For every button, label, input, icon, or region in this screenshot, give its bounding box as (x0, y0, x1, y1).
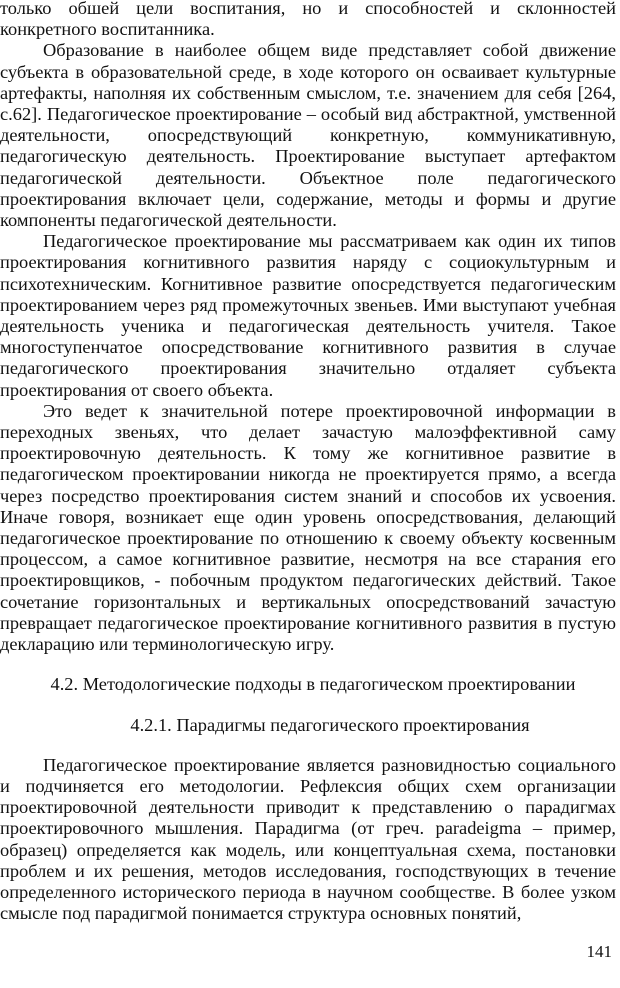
paragraph-continuation: только обшей цели воспитания, но и способностей и склонностей конкретного воспитанника. (0, 0, 616, 40)
subsection-heading: 4.2.1. Парадигмы педагогического проектирования (130, 714, 530, 735)
section-heading: 4.2. Методологические подходы в педагогическом проектировании (50, 674, 576, 695)
paragraph-education: Образование в наиболее общем виде представляет собой движение субъекта в образовательной среде, в ходе которого он осваивает культурные артефакты, наполняя их собственным смыслом, т.е. значением для себя [264, с.62]. Педагогическое проектирование – особый вид абстрактной, умственной деятельности, опосредствующий конкретную, коммуникативную, педагогическую деятельность. Проектирование выступает артефактом педагогической деятельности. Объектное поле педагогического проектирования включает цели, содержание, методы и формы и другие компоненты педагогической деятельности. (0, 40, 616, 231)
paragraph-information-loss: Это ведет к значительной потере проектировочной информации в переходных звеньях, что делает зачастую малоэффективной саму проектировочную деятельность. К тому же когнитивное развитие в педагогическом проектировании никогда не проектируется прямо, а всегда через посредство проектирования систем знаний и способов их усвоения. Иначе говоря, возникает еще один уровень опосредствования, делающий педагогическое проектирование по отношению к своему объекту косвенным процессом, а самое когнитивное развитие, несмотря на все старания его проектировщиков, - побочным продуктом педагогических действий. Такое сочетание горизонтальных и вертикальных опосредствований зачастую превращает педагогическое проектирование когнитивного развития в пустую декларацию или терминологическую игру. (0, 400, 616, 655)
paragraph-pedagogical-design: Педагогическое проектирование мы рассматриваем как один их типов проектирования когнитивного развития наряду с социокультурным и психотехническим. Когнитивное развитие опосредствуется педагогическим проектированием через ряд промежуточных звеньев. Ими выступают учебная деятельность ученика и педагогическая деятельность учителя. Такое многоступенчатое опосредствование когнитивного развития в случае педагогического проектирования значительно отдаляет субъекта проектирования от своего объекта. (0, 231, 616, 400)
paragraph-paradigm: Педагогическое проектирование является разновидностью социального и подчиняется его методологии. Рефлексия общих схем организации проектировочной деятельности приводит к представлению о парадигмах проектировочного мышления. Парадигма (от греч. paradeigma – пример, образец) определяется как модель, или концептуальная схема, постановки проблем и их решения, методов исследования, господствующих в течение определенного исторического периода в научном сообществе. В более узком смысле под парадигмой понимается структура основных понятий, (0, 754, 616, 924)
page-number: 141 (586, 942, 612, 961)
